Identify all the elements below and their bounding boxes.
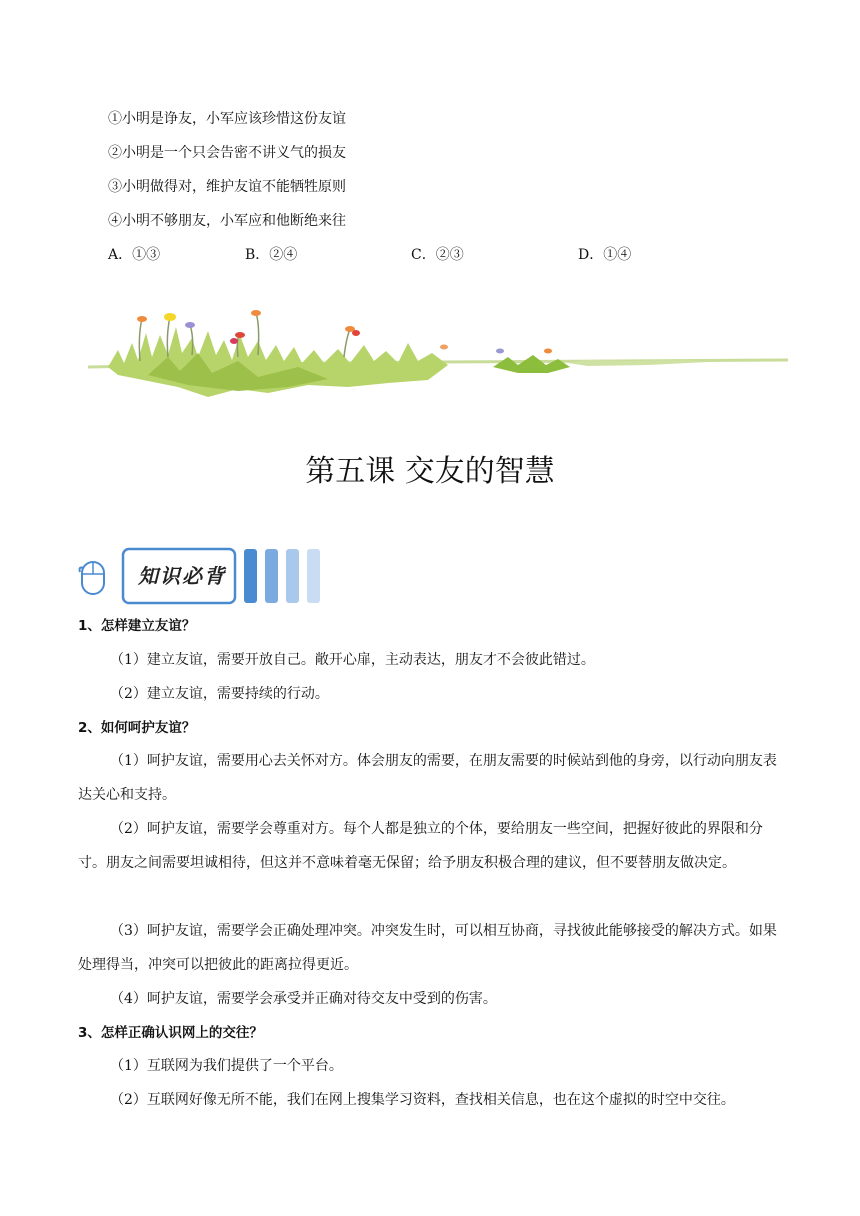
grass-flowers-banner: [88, 305, 788, 405]
section-3-heading: 3、怎样正确认识网上的交往？: [78, 1025, 263, 1041]
section-2-paragraph-4: （4）呵护友谊，需要学会承受并正确对待交友中受到的伤害。: [110, 991, 497, 1007]
statement-4: ④小明不够朋友，小军应和他断绝来往: [108, 213, 346, 229]
section-1-paragraph-2: （2）建立友谊，需要持续的行动。: [110, 686, 329, 702]
section-3-paragraph-2: （2）互联网好像无所不能，我们在网上搜集学习资料，查找相关信息，也在这个虚拟的时空中交往。: [110, 1092, 735, 1108]
option-a: A．①③: [108, 247, 161, 263]
statement-1: ①小明是诤友，小军应该珍惜这份友谊: [108, 111, 346, 127]
option-d: D．①④: [578, 247, 632, 263]
section-3-paragraph-1: （1）互联网为我们提供了一个平台。: [110, 1058, 343, 1074]
knowledge-badge-label: 知识必背: [138, 564, 226, 588]
mouse-icon: [80, 562, 105, 594]
section-2-paragraph-2: （2）呵护友谊，需要学会尊重对方。每个人都是独立的个体，要给朋友一些空间，把握好彼此的界限和分寸。朋友之间需要坦诚相待，但这并不意味着毫无保留；给予朋友积极合理的建议，但不要替朋友做决定。: [78, 821, 763, 871]
lesson-title: 第五课 交友的智慧: [305, 454, 555, 489]
section-2-paragraph-3: （3）呵护友谊，需要学会正确处理冲突。冲突发生时，可以相互协商，寻找彼此能够接受的解决方式。如果处理得当，冲突可以把彼此的距离拉得更近。: [78, 923, 777, 973]
option-b: B．②④: [245, 247, 298, 263]
section-2-heading: 2、如何呵护友谊？: [78, 720, 196, 736]
statement-3: ③小明做得对，维护友谊不能牺牲原则: [108, 179, 346, 195]
section-1-heading: 1、怎样建立友谊？: [78, 618, 196, 634]
statement-2: ②小明是一个只会告密不讲义气的损友: [108, 145, 346, 161]
section-1-paragraph-1: （1）建立友谊，需要开放自己。敞开心扉，主动表达，朋友才不会彼此错过。: [110, 652, 595, 668]
option-c: C．②③: [411, 247, 464, 263]
section-2-paragraph-1: （1）呵护友谊，需要用心去关怀对方。体会朋友的需要，在朋友需要的时候站到他的身旁，以行动向朋友表达关心和支持。: [78, 753, 777, 803]
